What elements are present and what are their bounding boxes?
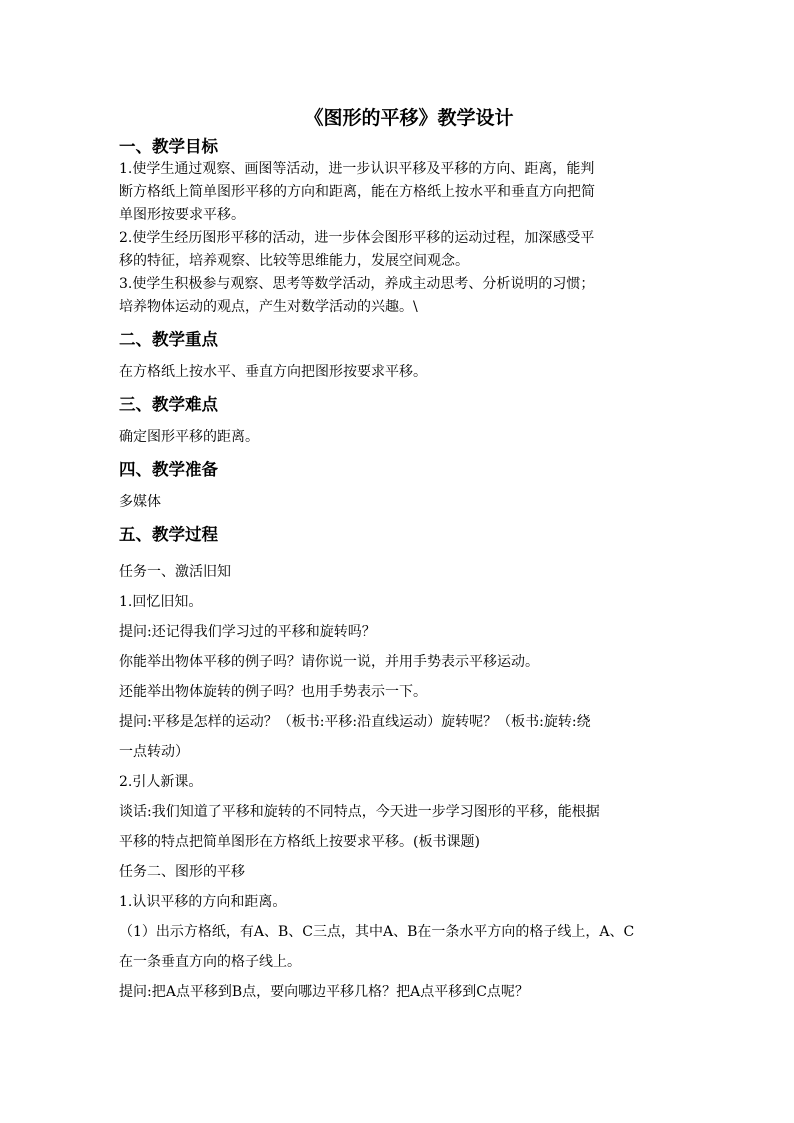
paragraph-line: 确定图形平移的距离。 bbox=[119, 429, 259, 445]
subsection-title: 任务二、图形的平移 bbox=[119, 864, 245, 880]
paragraph-line: 2.使学生经历图形平移的活动，进一步体会图形平移的运动过程，加深感受平 bbox=[119, 230, 595, 246]
subsection-title: 任务一、激活旧知 bbox=[119, 564, 231, 580]
paragraph-line: 平移的特点把简单图形在方格纸上按要求平移。(板书课题) bbox=[119, 834, 480, 850]
paragraph-line: 在一条垂直方向的格子线上。 bbox=[119, 954, 301, 970]
paragraph-line: 提问:把A点平移到B点，要向哪边平移几格？把A点平移到C点呢？ bbox=[119, 984, 529, 1000]
paragraph-line: 提问:还记得我们学习过的平移和旋转吗？ bbox=[119, 624, 376, 640]
paragraph-line: 谈话:我们知道了平移和旋转的不同特点，今天进一步学习图形的平移，能根据 bbox=[119, 804, 600, 820]
document-page bbox=[119, 104, 699, 1007]
section-heading: 五、教学过程 bbox=[119, 525, 218, 544]
paragraph-line: 2.引人新课。 bbox=[119, 774, 203, 790]
paragraph-line: 一点转动） bbox=[119, 744, 189, 760]
section-difficulties bbox=[119, 394, 699, 449]
section-heading: 四、教学准备 bbox=[119, 460, 218, 479]
paragraph-line: 提问:平移是怎样的运动？（板书:平移:沿直线运动）旋转呢？（板书:旋转:绕 bbox=[119, 714, 591, 730]
paragraph-line: 断方格纸上简单图形平移的方向和距离，能在方格纸上按水平和垂直方向把简 bbox=[119, 184, 595, 200]
section-key-points bbox=[119, 329, 699, 384]
paragraph-line: 单图形按要求平移。 bbox=[119, 207, 245, 223]
paragraph-line: 你能举出物体平移的例子吗？请你说一说，并用手势表示平移运动。 bbox=[119, 654, 539, 670]
paragraph-line: 多媒体 bbox=[119, 494, 161, 510]
section-process bbox=[119, 524, 699, 1007]
paragraph-line: （1）出示方格纸，有A、B、C三点，其中A、B在一条水平方向的格子线上，A、C bbox=[119, 924, 635, 940]
document-title: 《图形的平移》教学设计 bbox=[304, 107, 514, 129]
paragraph-line: 1.回忆旧知。 bbox=[119, 594, 203, 610]
section-preparation bbox=[119, 459, 699, 514]
paragraph-line: 3.使学生积极参与观察、思考等数学活动，养成主动思考、分析说明的习惯； bbox=[119, 276, 595, 292]
paragraph-line: 1.认识平移的方向和距离。 bbox=[119, 894, 287, 910]
paragraph-line: 1.使学生通过观察、画图等活动，进一步认识平移及平移的方向、距离，能判 bbox=[119, 161, 595, 177]
paragraph-line: 培养物体运动的观点，产生对数学活动的兴趣。\ bbox=[119, 299, 418, 315]
section-heading: 三、教学难点 bbox=[119, 395, 218, 414]
paragraph-line: 还能举出物体旋转的例子吗？也用手势表示一下。 bbox=[119, 684, 427, 700]
section-heading: 二、教学重点 bbox=[119, 330, 218, 349]
section-goals bbox=[119, 136, 699, 319]
section-heading: 一、教学目标 bbox=[119, 137, 218, 156]
paragraph-line: 在方格纸上按水平、垂直方向把图形按要求平移。 bbox=[119, 364, 427, 380]
paragraph-line: 移的特征，培养观察、比较等思维能力，发展空间观念。 bbox=[119, 253, 469, 269]
